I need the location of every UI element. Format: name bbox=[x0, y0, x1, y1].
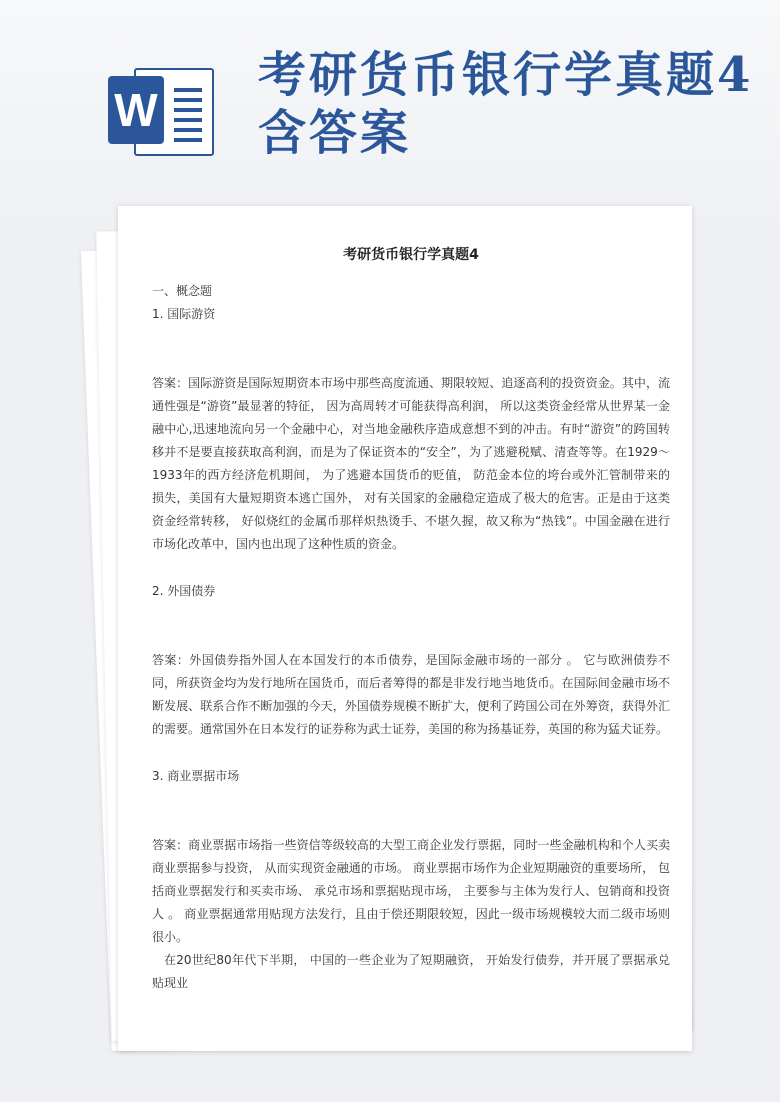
item-answer-3: 答案：商业票据市场指一些资信等级较高的大型工商企业发行票据，同时一些金融机构和个人买卖商业票据参与投资， 从而实现资金融通的市场。 商业票据市场作为企业短期融资的重要场所， 包括商业票据发行和买卖市场、 承兑市场和票据贴现市场， 主要参与主体为发行人、包销商和投资人 。 商业票据通常用贴现方法发行，且由于偿还期限较短，因此一级市场规模较大而二级市场则很小。 bbox=[152, 838, 670, 944]
item-answer-1: 答案：国际游资是国际短期资本市场中那些高度流通、期限较短、追逐高利的投资资金。其中，流通性强是“游资”最显著的特征， 因为高周转才可能获得高利润， 所以这类资金经常从世界某一金融中心,迅速地流向另一个金融中心，对当地金融秩序造成意想不到的冲击。有时“游资”的跨国转移并不是要直接获取高利润，而是为了保证资本的“安全”，为了逃避税赋、清查等等。在1929～1933年的西方经济危机期间， 为了逃避本国货币的贬值， 防范金本位的垮台或外汇管制带来的损失，美国有大量短期资本逃亡国外， 对有关国家的金融稳定造成了极大的危害。正是由于这类资金经常转移， 好似烧红的金属币那样炽热烫手、不堪久握，故又称为“热钱”。中国金融在进行市场化改革中，国内也出现了这种性质的资金。 bbox=[152, 376, 670, 551]
spacer bbox=[152, 788, 670, 834]
document-page bbox=[118, 206, 692, 1051]
spacer bbox=[152, 741, 670, 765]
item-heading-3: 3. 商业票据市场 bbox=[152, 769, 240, 783]
item-heading-2: 2. 外国债券 bbox=[152, 584, 216, 598]
section-heading: 一、概念题 bbox=[152, 284, 213, 298]
icon-line bbox=[174, 88, 202, 92]
word-letter-badge: W bbox=[108, 76, 164, 144]
spacer bbox=[152, 556, 670, 580]
hero-title: 考研货币银行学真题4含答案 bbox=[258, 47, 754, 161]
icon-line bbox=[174, 118, 202, 122]
icon-line bbox=[174, 108, 202, 112]
item-answer-3-continuation: 在20世纪80年代下半期， 中国的一些企业为了短期融资， 开始发行债券，并开展了票据承兑贴现业 bbox=[152, 953, 670, 990]
icon-line bbox=[174, 138, 202, 142]
word-document-icon bbox=[108, 58, 214, 164]
item-answer-2: 答案：外国债券指外国人在本国发行的本币债券，是国际金融市场的一部分 。 它与欧洲债券不同，所获资金均为发行地所在国货币，而后者筹得的都是非发行地当地货币。在国际间金融市场不断发展、联系合作不断加强的今天，外国债券规模不断扩大，便利了跨国公司在外筹资，获得外汇的需要。通常国外在日本发行的证券称为武士证券，美国的称为扬基证券，英国的称为猛犬证券。 bbox=[152, 653, 670, 736]
spacer bbox=[152, 603, 670, 649]
spacer bbox=[152, 326, 670, 372]
icon-line bbox=[174, 98, 202, 102]
icon-line bbox=[174, 128, 202, 132]
document-title: 考研货币银行学真题4 bbox=[343, 247, 479, 263]
item-heading-1: 1. 国际游资 bbox=[152, 307, 216, 321]
